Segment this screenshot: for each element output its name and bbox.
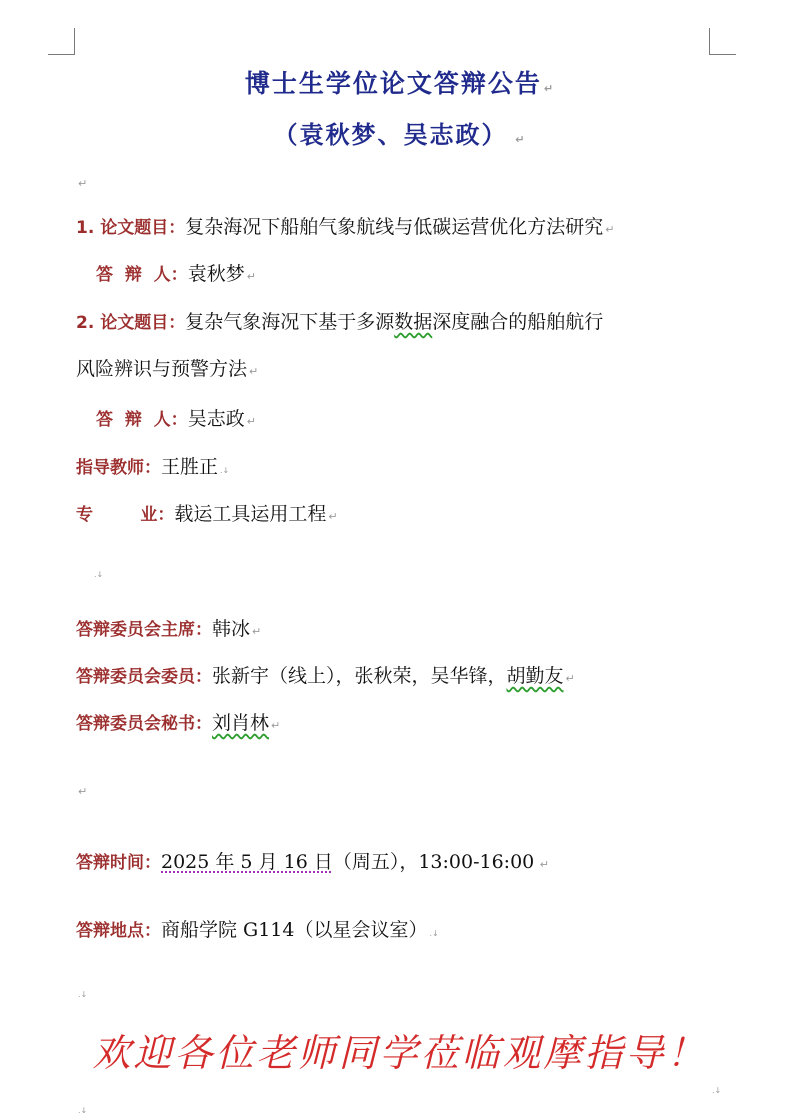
empty-paragraph: .↓ [712, 1086, 722, 1095]
chair-label: 答辩委员会主席： [76, 620, 212, 640]
defender-1-value: 袁秋梦 [187, 263, 245, 285]
document-subtitle: （袁秋梦、吴志政） ↵ [273, 120, 527, 149]
members-label: 答辩委员会委员： [76, 667, 212, 687]
defender-2-label: 答 辩 人： [96, 410, 188, 430]
committee-members: 答辩委员会委员：张新宇（线上），张秋荣，吴华锋，胡勤友 ↵ [76, 665, 575, 687]
defender-2-value: 吴志政 [187, 408, 245, 430]
advisor-label: 指导教师： [76, 458, 161, 478]
major-value: 载运工具运用工程 [174, 503, 327, 525]
major-label: 专 业： [76, 505, 175, 525]
empty-paragraph: ↵ [78, 177, 88, 190]
thesis-1-title-label: 1. 论文题目： [76, 218, 186, 238]
thesis-2-title-label: 2. 论文题目： [76, 313, 186, 333]
major: 专 业：载运工具运用工程 ↵ [76, 503, 338, 525]
place-label: 答辩地点： [76, 921, 161, 941]
welcome-banner: 欢迎各位老师同学莅临观摩指导！ [92, 1031, 708, 1075]
empty-paragraph: ↵ [78, 785, 88, 798]
secretary-label: 答辩委员会秘书： [76, 714, 212, 734]
empty-paragraph: .↓ [78, 990, 88, 999]
thesis-2-title: 2. 论文题目：复杂气象海况下基于多源数据深度融合的船舶航行 [76, 311, 604, 333]
advisor: 指导教师：王胜正 .↓ [76, 456, 230, 478]
time-label: 答辩时间： [76, 853, 161, 873]
defense-place: 答辩地点：商船学院 G114（以星会议室） .↓ [76, 919, 439, 941]
thesis-2-defender: 答 辩 人：吴志政 ↵ [96, 408, 256, 430]
empty-paragraph: .↓ [78, 1106, 88, 1115]
committee-secretary: 答辩委员会秘书：刘肖林 ↵ [76, 712, 281, 734]
advisor-value: 王胜正 [161, 456, 219, 478]
empty-paragraph: .↓ [94, 570, 104, 579]
thesis-1-title: 1. 论文题目：复杂海况下船舶气象航线与低碳运营优化方法研究 ↵ [76, 216, 615, 238]
place-value: 商船学院 G114（以星会议室） [161, 919, 428, 941]
crop-mark-top-right [709, 28, 736, 55]
thesis-2-title-continued: 风险辨识与预警方法 ↵ [76, 358, 259, 380]
document-title: 博士生学位论文答辩公告 ↵ [244, 69, 556, 98]
defense-time: 答辩时间：2025 年 5 月 16 日（周五），13:00-16:00 ↵ [76, 851, 549, 873]
committee-chair: 答辩委员会主席：韩冰 ↵ [76, 618, 262, 640]
crop-mark-top-left [48, 28, 75, 55]
time-hours: （周五），13:00-16:00 [332, 851, 535, 873]
time-date: 2025 年 5 月 16 日 [161, 851, 333, 873]
thesis-1-defender: 答 辩 人：袁秋梦 ↵ [96, 263, 256, 285]
thesis-1-title-value: 复杂海况下船舶气象航线与低碳运营优化方法研究 [185, 216, 604, 238]
chair-value: 韩冰 [212, 618, 251, 640]
defender-1-label: 答 辩 人： [96, 265, 188, 285]
secretary-value: 刘肖林 [212, 712, 270, 734]
